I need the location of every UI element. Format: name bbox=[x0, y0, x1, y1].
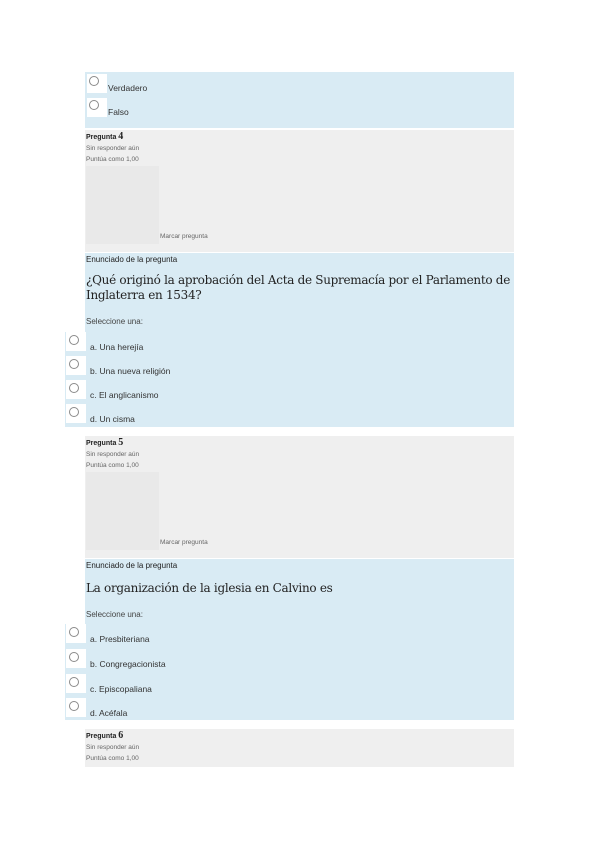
q5-radio-d[interactable] bbox=[69, 701, 79, 711]
q4-flag-question[interactable]: Marcar pregunta bbox=[160, 233, 208, 240]
q5-flag-question[interactable]: Marcar pregunta bbox=[160, 539, 208, 546]
q6-number: 6 bbox=[118, 730, 124, 741]
q4-radio-d[interactable] bbox=[69, 407, 79, 417]
q4-label-text: Pregunta bbox=[86, 134, 117, 141]
q6-info-panel bbox=[85, 729, 514, 767]
q6-score: Puntúa como 1,00 bbox=[86, 755, 139, 762]
q5-radio-b[interactable] bbox=[69, 652, 79, 662]
q4-number: 4 bbox=[118, 131, 124, 142]
q4-option-b[interactable]: b. Una nueva religión bbox=[90, 366, 171, 376]
q5-label-text: Pregunta bbox=[86, 440, 117, 447]
q6-question-label bbox=[86, 730, 123, 741]
q4-select-label: Seleccione una: bbox=[86, 317, 143, 326]
q4-option-c[interactable]: c. El anglicanismo bbox=[90, 390, 159, 400]
q5-score: Puntúa como 1,00 bbox=[86, 462, 139, 469]
q4-status: Sin responder aún bbox=[86, 145, 140, 152]
q4-flag-area bbox=[86, 166, 159, 244]
q5-question-label bbox=[86, 437, 123, 448]
q5-flag-area bbox=[86, 472, 159, 550]
q3-radio-falso[interactable] bbox=[89, 100, 99, 110]
q5-option-c[interactable]: c. Episcopaliana bbox=[90, 684, 152, 694]
q5-option-d[interactable]: d. Acéfala bbox=[90, 708, 128, 718]
q5-option-b[interactable]: b. Congregacionista bbox=[90, 659, 166, 669]
q5-option-a[interactable]: a. Presbiteriana bbox=[90, 634, 150, 644]
q3-option-verdadero[interactable]: Verdadero bbox=[108, 83, 148, 93]
q3-answer-panel bbox=[85, 72, 514, 128]
q5-number: 5 bbox=[118, 437, 124, 448]
q5-select-label: Seleccione una: bbox=[86, 610, 143, 619]
q4-score: Puntúa como 1,00 bbox=[86, 156, 139, 163]
q4-question-text-1: ¿Qué originó la aprobación del Acta de Supremacía por el Parlamento de bbox=[86, 273, 510, 287]
q4-header: Enunciado de la pregunta bbox=[86, 255, 178, 264]
q4-question-label bbox=[86, 131, 123, 142]
q5-radio-c[interactable] bbox=[69, 677, 79, 687]
q4-radio-a[interactable] bbox=[69, 335, 79, 345]
q5-header: Enunciado de la pregunta bbox=[86, 561, 178, 570]
q5-status: Sin responder aún bbox=[86, 451, 140, 458]
q4-option-a[interactable]: a. Una herejía bbox=[90, 342, 144, 352]
q3-option-falso[interactable]: Falso bbox=[108, 107, 129, 117]
q5-question-text: La organización de la iglesia en Calvino es bbox=[86, 581, 333, 595]
q4-radio-b[interactable] bbox=[69, 359, 79, 369]
q6-status: Sin responder aún bbox=[86, 744, 140, 751]
q4-option-d[interactable]: d. Un cisma bbox=[90, 414, 135, 424]
q3-radio-verdadero[interactable] bbox=[89, 76, 99, 86]
q6-label-text: Pregunta bbox=[86, 733, 117, 740]
q5-radio-a[interactable] bbox=[69, 627, 79, 637]
q4-question-text-2: Inglaterra en 1534? bbox=[86, 288, 202, 302]
q4-radio-c[interactable] bbox=[69, 383, 79, 393]
